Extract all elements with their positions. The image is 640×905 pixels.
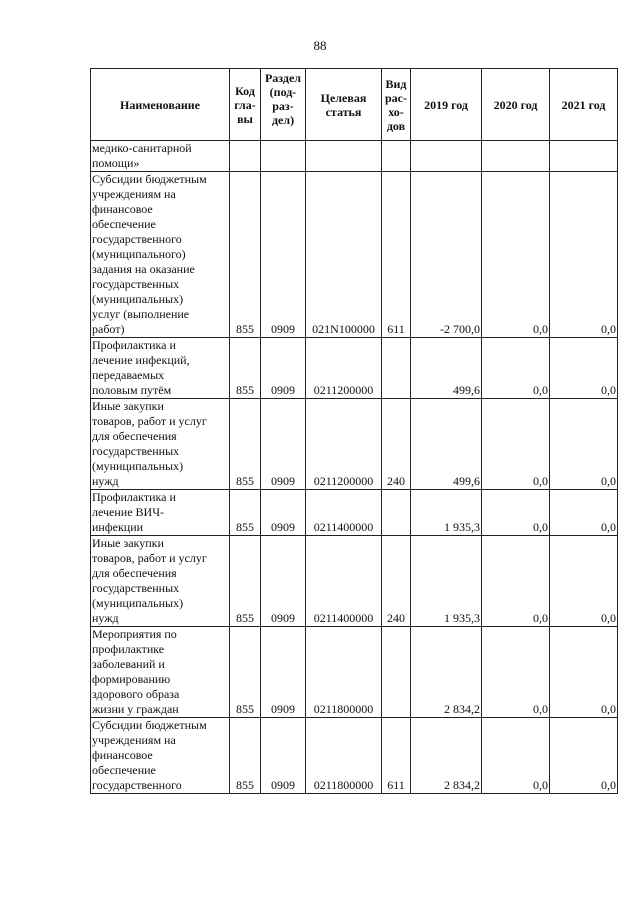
row-name-line: обеспечение <box>92 763 156 777</box>
row-name-line: инфекции <box>92 520 144 534</box>
row-name-line: здорового образа <box>92 687 180 701</box>
table-row <box>91 141 618 172</box>
row-expense-type <box>382 338 411 399</box>
row-value-2019 <box>411 141 482 172</box>
header-expense-type: Вид рас- хо- дов <box>382 69 411 141</box>
row-name-line: нужд <box>92 611 119 625</box>
row-value-2020: 0,0 <box>482 536 550 627</box>
row-chapter-code <box>230 141 261 172</box>
row-section: 0909 <box>261 718 306 794</box>
row-chapter-code: 855 <box>230 490 261 536</box>
row-section: 0909 <box>261 627 306 718</box>
row-expense-type: 611 <box>382 718 411 794</box>
row-name-line: (муниципальных) <box>92 292 184 306</box>
row-name <box>91 627 230 718</box>
row-name <box>91 172 230 338</box>
row-name-line: Иные закупки <box>92 399 164 413</box>
row-name-line: государственных <box>92 444 180 458</box>
row-name <box>91 338 230 399</box>
row-name-line: помощи» <box>92 156 140 170</box>
row-name-line: жизни у граждан <box>92 702 179 716</box>
row-expense-type <box>382 627 411 718</box>
row-target-article: 0211800000 <box>306 627 382 718</box>
row-value-2021: 0,0 <box>550 536 618 627</box>
table-body <box>91 141 618 794</box>
row-name-line: задания на оказание <box>92 262 195 276</box>
row-target-article <box>306 141 382 172</box>
row-name-line: для обеспечения <box>92 429 177 443</box>
row-section <box>261 141 306 172</box>
row-target-article: 0211200000 <box>306 338 382 399</box>
row-name-line: государственного <box>92 778 182 792</box>
row-value-2021: 0,0 <box>550 338 618 399</box>
row-expense-type: 240 <box>382 399 411 490</box>
row-name-line: для обеспечения <box>92 566 177 580</box>
row-name-line: Профилактика и <box>92 490 176 504</box>
row-section: 0909 <box>261 399 306 490</box>
row-value-2019: 2 834,2 <box>411 718 482 794</box>
row-name-line: Мероприятия по <box>92 627 177 641</box>
row-target-article: 0211800000 <box>306 718 382 794</box>
row-section: 0909 <box>261 490 306 536</box>
page-number: 88 <box>313 38 327 53</box>
row-expense-type <box>382 490 411 536</box>
row-name <box>91 536 230 627</box>
row-name-line: половым путём <box>92 383 172 397</box>
table-row <box>91 627 618 718</box>
row-name-line: государственных <box>92 277 180 291</box>
header-year-2020: 2020 год <box>482 69 550 141</box>
row-value-2020: 0,0 <box>482 718 550 794</box>
row-name-line: формированию <box>92 672 171 686</box>
row-name-line: заболеваний и <box>92 657 165 671</box>
row-expense-type: 240 <box>382 536 411 627</box>
row-name-line: (муниципальных) <box>92 459 184 473</box>
row-value-2020: 0,0 <box>482 399 550 490</box>
row-chapter-code: 855 <box>230 338 261 399</box>
row-name-line: передаваемых <box>92 368 165 382</box>
row-target-article: 021N100000 <box>306 172 382 338</box>
row-value-2021 <box>550 141 618 172</box>
row-value-2020 <box>482 141 550 172</box>
row-name-line: товаров, работ и услуг <box>92 551 207 565</box>
row-chapter-code: 855 <box>230 399 261 490</box>
row-value-2019: 1 935,3 <box>411 490 482 536</box>
row-value-2019: 499,6 <box>411 399 482 490</box>
row-target-article: 0211200000 <box>306 399 382 490</box>
row-name-line: лечение инфекций, <box>92 353 190 367</box>
row-value-2021: 0,0 <box>550 399 618 490</box>
table-row <box>91 718 618 794</box>
row-value-2021: 0,0 <box>550 490 618 536</box>
row-name <box>91 490 230 536</box>
row-name-line: (муниципальных) <box>92 596 184 610</box>
row-chapter-code: 855 <box>230 627 261 718</box>
row-expense-type: 611 <box>382 172 411 338</box>
row-name-line: медико-санитарной <box>92 141 192 155</box>
row-section: 0909 <box>261 338 306 399</box>
row-target-article: 0211400000 <box>306 490 382 536</box>
row-expense-type <box>382 141 411 172</box>
table-row <box>91 490 618 536</box>
row-name-line: нужд <box>92 474 119 488</box>
row-name-line: работ) <box>92 322 125 336</box>
budget-table <box>90 68 618 794</box>
row-value-2019: 499,6 <box>411 338 482 399</box>
table-row <box>91 172 618 338</box>
row-name-line: государственных <box>92 581 180 595</box>
row-value-2019: 2 834,2 <box>411 627 482 718</box>
row-value-2021: 0,0 <box>550 172 618 338</box>
row-value-2021: 0,0 <box>550 718 618 794</box>
row-value-2020: 0,0 <box>482 172 550 338</box>
header-target-article: Целевая статья <box>306 69 382 141</box>
row-name-line: (муниципального) <box>92 247 186 261</box>
row-section: 0909 <box>261 172 306 338</box>
table-row <box>91 399 618 490</box>
row-value-2019: 1 935,3 <box>411 536 482 627</box>
row-name-line: услуг (выполнение <box>92 307 190 321</box>
header-section: Раздел (под- раз- дел) <box>261 69 306 141</box>
row-name-line: Субсидии бюджетным <box>92 718 207 732</box>
row-name <box>91 718 230 794</box>
row-name-line: учреждениям на <box>92 187 176 201</box>
row-name-line: государственного <box>92 232 182 246</box>
row-name <box>91 399 230 490</box>
header-name: Наименование <box>91 69 230 141</box>
row-name-line: финансовое <box>92 202 153 216</box>
header-year-2021: 2021 год <box>550 69 618 141</box>
row-name-line: товаров, работ и услуг <box>92 414 207 428</box>
row-name-line: обеспечение <box>92 217 156 231</box>
row-name-line: профилактике <box>92 642 165 656</box>
header-year-2019: 2019 год <box>411 69 482 141</box>
table-header-row <box>91 69 618 141</box>
row-chapter-code: 855 <box>230 172 261 338</box>
row-value-2020: 0,0 <box>482 490 550 536</box>
row-value-2021: 0,0 <box>550 627 618 718</box>
table-row <box>91 536 618 627</box>
row-value-2020: 0,0 <box>482 627 550 718</box>
table-row <box>91 338 618 399</box>
row-name-line: Профилактика и <box>92 338 176 352</box>
row-name <box>91 141 230 172</box>
row-value-2020: 0,0 <box>482 338 550 399</box>
row-chapter-code: 855 <box>230 718 261 794</box>
row-name-line: Субсидии бюджетным <box>92 172 207 186</box>
row-name-line: финансовое <box>92 748 153 762</box>
header-chapter-code: Код гла- вы <box>230 69 261 141</box>
row-section: 0909 <box>261 536 306 627</box>
row-value-2019: -2 700,0 <box>411 172 482 338</box>
row-name-line: учреждениям на <box>92 733 176 747</box>
row-name-line: лечение ВИЧ- <box>92 505 165 519</box>
row-target-article: 0211400000 <box>306 536 382 627</box>
row-name-line: Иные закупки <box>92 536 164 550</box>
row-chapter-code: 855 <box>230 536 261 627</box>
